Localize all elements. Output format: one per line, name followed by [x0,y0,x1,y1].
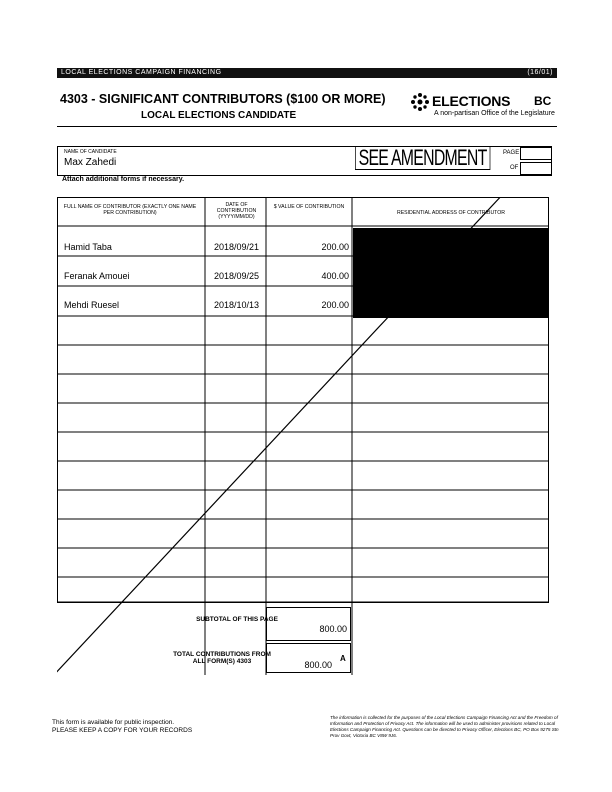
header-contribution-date: DATE OF CONTRIBUTION (YYYY/MM/DD) [216,202,257,220]
total-label: TOTAL CONTRIBUTIONS FROM ALL FORM(S) 4303 [173,651,271,665]
banner-form-version: (16/01) [527,69,553,76]
header-divider [57,126,557,127]
logo-tagline: A non-partisan Office of the Legislature [434,110,555,117]
row-1-contributor-name[interactable]: Hamid Taba [64,242,112,252]
total-value: 800.00 [304,660,332,670]
total-marker: A [340,654,346,663]
banner-left-text: LOCAL ELECTIONS CAMPAIGN FINANCING [61,69,222,76]
form-title: 4303 - SIGNIFICANT CONTRIBUTORS ($100 OR MORE) [60,92,386,106]
logo-wordmark: ELECTIONS [432,93,511,109]
row-1-contribution-value[interactable]: 200.00 [321,242,349,252]
subtotal-field[interactable] [266,607,351,641]
form-subtitle: LOCAL ELECTIONS CANDIDATE [141,110,297,121]
footer-keep-copy: PLEASE KEEP A COPY FOR YOUR RECORDS [52,727,193,734]
row-2-contribution-date[interactable]: 2018/09/25 [214,271,260,281]
row-2-contributor-name[interactable]: Feranak Amouei [64,271,130,281]
of-label: OF [510,165,519,171]
elections-bc-logo [410,92,560,122]
footer-privacy-notice: The information is collected for the purposes of the Local Elections Campaign Financing Act and the Freedom of Information and Protection of Privacy Act. The information will be used to administer provisions related to Local Elections Campaign Financing Act. Questions can be directed to Privacy Officer, Elections BC, PO Box 9275 Stn Prov Govt, Victoria BC V8W 9J6. [330,715,559,738]
redacted-address-block [353,228,549,318]
page-label: PAGE [503,150,520,156]
top-banner [57,68,557,78]
subtotal-label: SUBTOTAL OF THIS PAGE [196,616,278,623]
flower-icon [410,92,430,112]
row-3-contributor-name[interactable]: Mehdi Ruesel [64,300,120,310]
page-number-field[interactable] [520,147,552,160]
row-2-contribution-value[interactable]: 400.00 [321,271,349,281]
logo-bc: BC [534,94,552,108]
subtotal-value: 800.00 [319,624,347,634]
header-contributor-address: RESIDENTIAL ADDRESS OF CONTRIBUTOR [396,210,506,216]
footer-notice [52,719,192,735]
row-1-contribution-date[interactable]: 2018/09/21 [214,242,260,252]
row-3-contribution-value[interactable]: 200.00 [321,300,349,310]
amendment-stamp: SEE AMENDMENT [355,146,490,170]
header-contributor-name: FULL NAME OF CONTRIBUTOR (EXACTLY ONE NAME PER CONTRIBUTION) [63,204,197,216]
candidate-name-field[interactable]: Max Zahedi [64,157,117,168]
footer-public-inspection: This form is available for public inspection. [52,719,175,726]
header-contribution-value: $ VALUE OF CONTRIBUTION [273,204,345,210]
page-total-field[interactable] [520,162,552,175]
total-field[interactable] [266,643,351,673]
row-3-contribution-date[interactable]: 2018/10/13 [214,300,260,310]
attach-note: Attach additional forms if necessary. [62,176,185,183]
candidate-name-label: NAME OF CANDIDATE [64,149,117,155]
